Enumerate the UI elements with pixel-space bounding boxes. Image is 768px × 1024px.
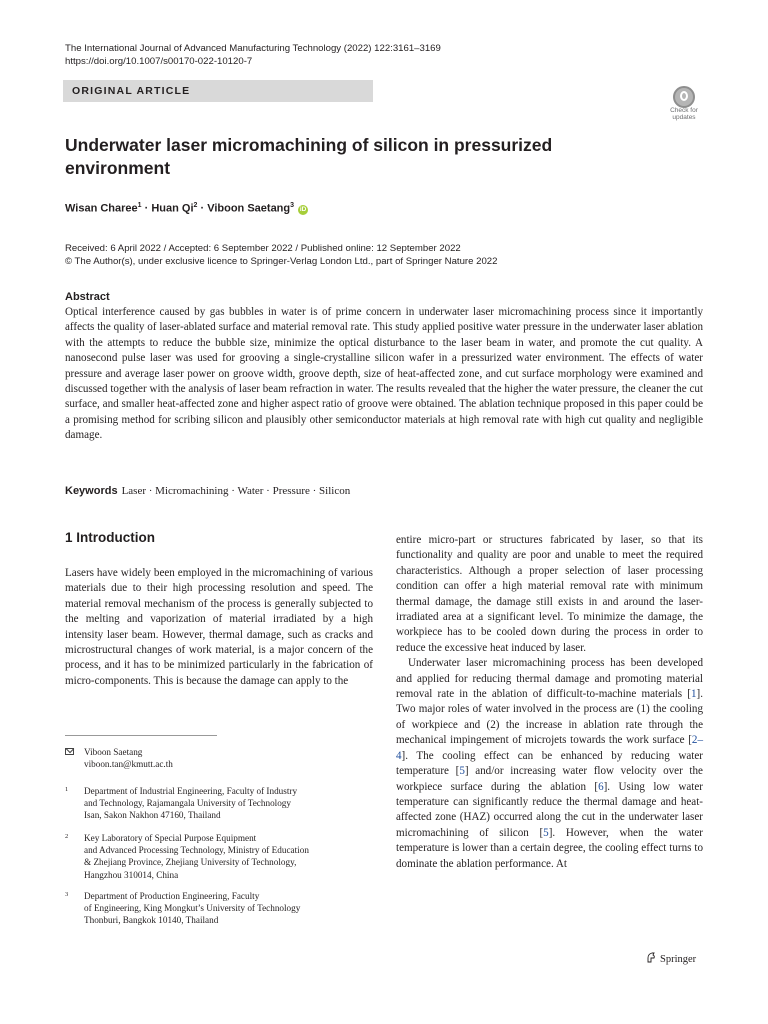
body-paragraph: entire micro-part or structures fabricated by laser, so that its functionality and quality are poor and unable to meet the required characteristics. Although a proper selection of laser processing condition can offer a high material removal rate with minimum thermal damage, the damage still exists in and around the laser-irradiated area at a significant level. To minimize the damage, the workpiece has to be cooled down during the process in order to reduce the excessive heat induced by laser. [396, 534, 703, 654]
affiliation-3 [65, 890, 373, 930]
affiliation-line: Department of Industrial Engineering, Faculty of Industry [84, 786, 298, 796]
badge-line-1: Check for [670, 107, 698, 114]
author-affiliation-mark: 2 [193, 202, 198, 209]
author-affiliation-mark: 3 [290, 202, 295, 209]
citation-link[interactable]: 5 [459, 765, 465, 778]
affiliation-line: Hangzhou 310014, China [84, 869, 179, 880]
affiliation-number: 3 [65, 891, 69, 898]
body-paragraph: Underwater laser micromachining process has been developed and applied for reducing thermal damage and promoting material removal rate in the ablation of difficult-to-machine materials [1]. Two major roles of water involved in the process are (1) the cooling of workpiece and (2) the increase in ablation rate through the mechanical impingement of microjets towards the work surface [2–4]. The cooling effect can be enhanced by reducing water temperature [5] and/or increasing water flow velocity over the workpiece surface during the ablation [6]. Using low water temperature can significantly reduce the thermal damage and heat-affected zone (HAZ) occurred along the cut in the underwater laser micromachining of silicon [5]. However, when the water temperature is lower than a certain degree, the cooling effect turns to dominate the ablation performance. At [396, 657, 703, 870]
citation-link[interactable]: 2–4 [396, 734, 703, 762]
affiliation-2 [65, 832, 373, 884]
orcid-icon[interactable]: iD [299, 205, 307, 213]
copyright-line: © The Author(s), under exclusive licence to Springer-Verlag London Ltd., part of Springer Nature 2022 [65, 256, 498, 267]
abstract-text: Optical interference caused by gas bubbles in water is of prime concern in underwater laser micromachining process since it importantly affects the quality of laser-ablated surface and material removal rate. This study applied positive water pressure in the underwater laser ablation with the attempts to reduce the bubble size, minimize the optical disturbance to the laser beam in water, and promote the cut quality. A nanosecond pulse laser was used for grooving a single-crystalline silicon wafer in a pressurized water environment. The effects of water pressure and average laser power on groove width, groove depth, size of heat-affected zone, and cut surface morphology were examined and discussed together with the analysis of laser beam refraction in water. The results revealed that the higher the water pressure, the cleaner the cut surface, and smaller heat-affected zone and higher aspect ratio of groove were obtained. The ablation technique proposed in this paper could be a promising method for scribing silicon and plausibly other semiconductor materials at high removal rate with high cut quality and negligible damage. [65, 306, 703, 442]
affiliation-line: and Technology, Rajamangala University of Technology [84, 798, 291, 809]
affiliation-1 [65, 785, 373, 825]
envelope-icon [65, 748, 74, 755]
article-type-banner: ORIGINAL ARTICLE [63, 80, 373, 102]
section-heading: 1 Introduction [65, 530, 155, 545]
keywords [65, 485, 350, 497]
check-updates-icon [673, 86, 695, 108]
affiliation-number: 2 [65, 833, 69, 840]
author-list [65, 202, 308, 215]
keywords-label: Keywords [65, 485, 118, 497]
citation-link[interactable]: 5 [543, 826, 549, 839]
body-column-left [65, 566, 373, 689]
doi-link[interactable]: https://doi.org/10.1007/s00170-022-10120-7 [65, 56, 253, 67]
journal-header [65, 42, 441, 68]
article-title: Underwater laser micromachining of silicon in pressurized environment [65, 135, 553, 178]
check-for-updates-badge[interactable] [665, 85, 703, 123]
contact-email[interactable]: viboon.tan@kmutt.ac.th [84, 759, 173, 769]
keywords-list: Laser · Micromachining · Water · Pressure · Silicon [121, 485, 351, 497]
publisher-logo [646, 952, 696, 965]
affiliation-number: 1 [65, 786, 69, 793]
received-accepted-dates: Received: 6 April 2022 / Accepted: 6 September 2022 / Published online: 12 September 2022 [65, 243, 461, 254]
corresponding-author [65, 746, 373, 772]
affiliation-line: of Engineering, King Mongkut’s University of Technology [84, 903, 301, 914]
citation-link[interactable]: 1 [690, 688, 697, 701]
publication-dates [65, 242, 497, 268]
contact-name: Viboon Saetang [84, 747, 143, 757]
affiliation-line: Department of Production Engineering, Faculty [84, 891, 260, 901]
badge-line-2: updates [672, 114, 696, 121]
affiliation-line: Thonburi, Bangkok 10140, Thailand [84, 915, 219, 926]
publisher-name: Springer [660, 954, 697, 965]
author-name[interactable]: Viboon Saetang [207, 202, 291, 215]
author-separator: · [141, 202, 152, 215]
author-separator: · [197, 202, 208, 215]
affiliation-line: & Zhejiang Province, Zhejiang University of Technology, [84, 857, 297, 868]
author-name[interactable]: Wisan Charee [65, 202, 138, 215]
affiliation-line: and Advanced Processing Technology, Ministry of Education [84, 845, 309, 856]
abstract-heading: Abstract [65, 291, 110, 303]
citation-link[interactable]: 6 [598, 780, 604, 793]
body-column-right [396, 533, 703, 872]
affiliation-line: Key Laboratory of Special Purpose Equipment [84, 833, 257, 843]
author-name[interactable]: Huan Qi [151, 202, 194, 215]
journal-citation: The International Journal of Advanced Manufacturing Technology (2022) 122:3161–3169 [65, 43, 441, 54]
author-affiliation-mark: 1 [137, 202, 142, 209]
footnote-divider [65, 735, 217, 736]
affiliation-line: Isan, Sakon Nakhon 47160, Thailand [84, 810, 221, 821]
body-paragraph: Lasers have widely been employed in the micromachining of various materials due to their high processing resolution and speed. The material removal mechanism of the process is generally subjected to the melting and vaporization of material irradiated by a high intensity laser beam. However, thermal damage, such as cracks and microstructural changes of work material, is a major concern of the process, and it has to be minimized particularly in the fabrication of micro-components. This is because the damage can apply to the [65, 567, 373, 687]
springer-horse-icon [646, 952, 656, 963]
